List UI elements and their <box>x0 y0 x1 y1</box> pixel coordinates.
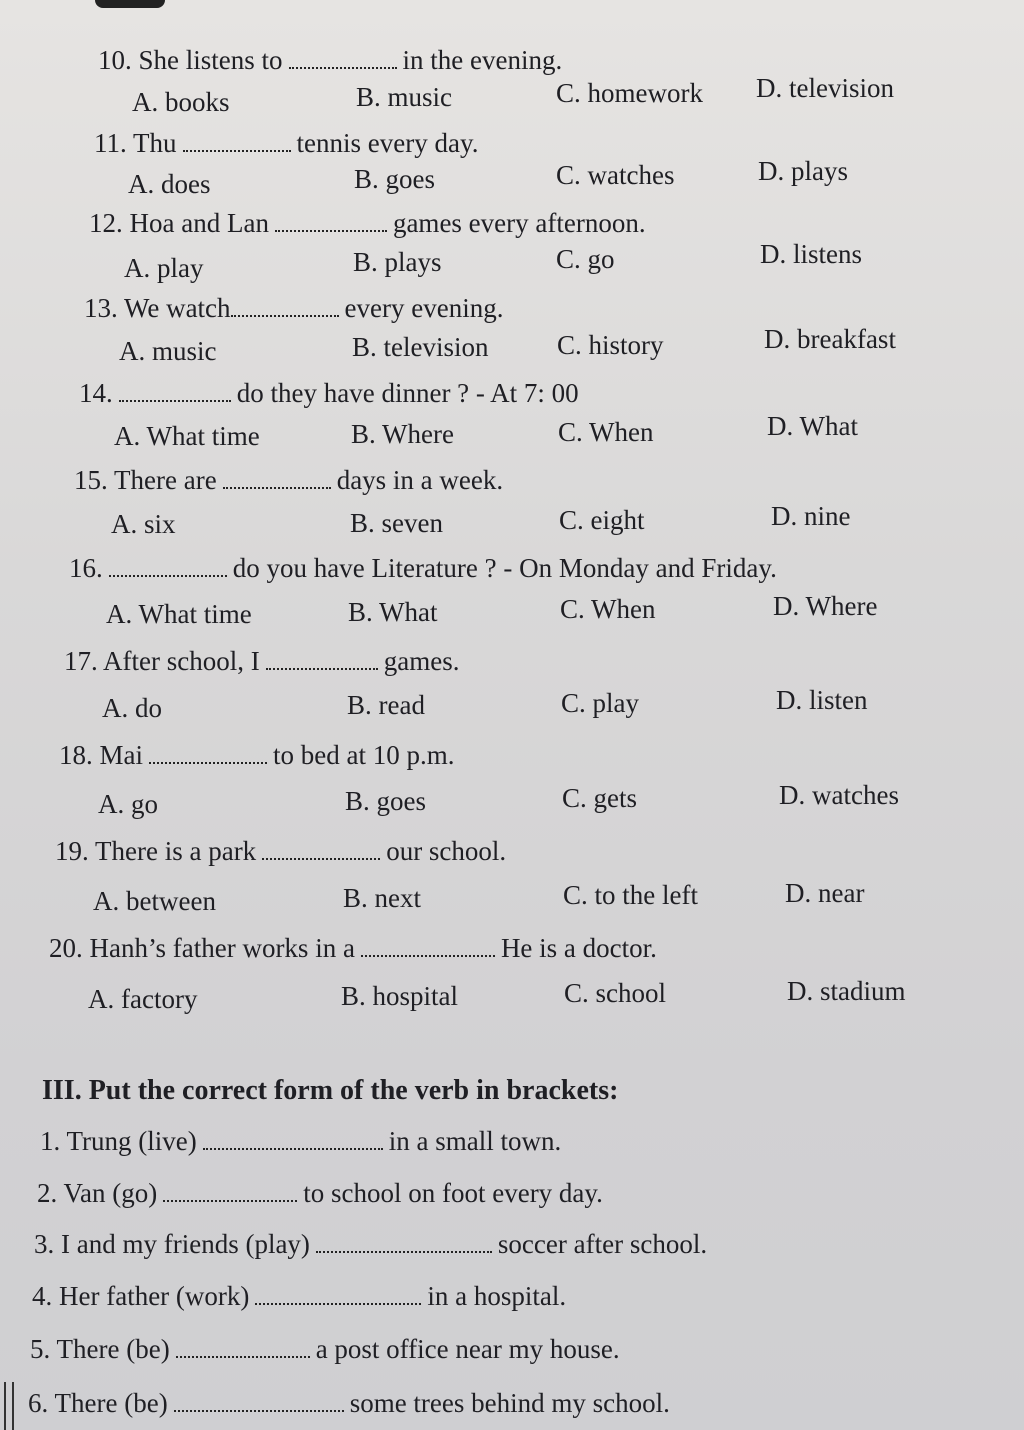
question-14 <box>79 377 579 409</box>
option-b[interactable]: B. read <box>347 690 425 720</box>
question-text-before: There is a park <box>95 836 257 866</box>
option-c[interactable]: C. play <box>561 688 639 718</box>
exercise-item-5 <box>30 1333 620 1365</box>
answer-blank[interactable] <box>289 61 397 69</box>
question-text-after: in the evening. <box>402 45 563 75</box>
option-c[interactable]: C. go <box>556 244 615 274</box>
question-number: 20. <box>49 933 83 963</box>
option-a[interactable]: A. books <box>132 87 230 117</box>
answer-blank[interactable] <box>316 1245 492 1253</box>
option-c[interactable]: C. When <box>558 417 654 447</box>
answer-blank[interactable] <box>183 144 291 152</box>
option-c[interactable]: C. history <box>557 330 664 360</box>
option-b[interactable]: B. music <box>356 82 453 112</box>
option-a[interactable]: A. between <box>93 886 216 916</box>
option-b[interactable]: B. goes <box>345 786 426 816</box>
question-text-after: tennis every day. <box>296 128 479 158</box>
question-number: 12. <box>89 208 123 238</box>
question-number: 11. <box>94 128 127 158</box>
question-20 <box>49 932 657 964</box>
exercise-rest: some trees behind my school. <box>349 1388 670 1418</box>
question-text-after: to bed at 10 p.m. <box>273 740 455 770</box>
option-b[interactable]: B. plays <box>353 247 442 277</box>
option-b[interactable]: B. seven <box>350 508 443 538</box>
option-b[interactable]: B. next <box>343 883 421 913</box>
question-12 <box>89 207 646 239</box>
question-19 <box>55 835 506 867</box>
question-11 <box>94 127 478 159</box>
option-a[interactable]: A. six <box>111 509 176 539</box>
option-d[interactable]: D. What <box>767 411 858 441</box>
answer-blank[interactable] <box>119 394 231 402</box>
question-10 <box>98 44 562 76</box>
exercise-rest: soccer after school. <box>497 1229 708 1259</box>
option-a[interactable]: A. What time <box>106 599 252 629</box>
section-3-title: III. Put the correct form of the verb in brackets: <box>42 1075 619 1106</box>
option-b[interactable]: B. hospital <box>341 981 459 1011</box>
question-number: 10. <box>98 45 132 75</box>
question-15 <box>74 464 503 496</box>
question-text-after: games every afternoon. <box>392 208 646 238</box>
answer-blank[interactable] <box>203 1142 383 1150</box>
question-number: 18. <box>59 740 93 770</box>
option-c[interactable]: C. to the left <box>563 880 698 910</box>
answer-blank[interactable] <box>109 569 227 577</box>
question-text-before: Hoa and Lan <box>129 208 269 238</box>
question-text-before: Thu <box>133 128 177 158</box>
option-c[interactable]: C. eight <box>559 505 645 535</box>
exercise-item-1 <box>40 1125 561 1157</box>
option-a[interactable]: A. does <box>128 169 211 199</box>
option-a[interactable]: A. factory <box>88 984 198 1014</box>
margin-bar <box>4 1382 14 1430</box>
option-c[interactable]: C. school <box>564 978 667 1008</box>
answer-blank[interactable] <box>231 309 339 317</box>
question-number: 17. <box>64 646 98 676</box>
option-d[interactable]: D. nine <box>771 501 851 531</box>
question-text-before: After school, I <box>103 646 260 676</box>
question-text-after: days in a week. <box>336 465 504 495</box>
option-a[interactable]: A. do <box>102 693 162 723</box>
question-text-after: our school. <box>386 836 507 866</box>
exercise-prompt: 3. I and my friends (play) <box>34 1229 310 1259</box>
question-text-after: games. <box>383 646 460 676</box>
question-text-before: She listens to <box>138 45 283 75</box>
option-d[interactable]: D. listens <box>760 239 863 269</box>
option-a[interactable]: A. music <box>119 336 217 366</box>
question-number: 19. <box>55 836 89 866</box>
answer-blank[interactable] <box>262 852 380 860</box>
question-number: 14. <box>79 378 113 408</box>
exercise-rest: in a small town. <box>388 1126 562 1156</box>
option-b[interactable]: B. television <box>352 332 489 362</box>
question-text-before: There are <box>114 465 217 495</box>
option-b[interactable]: B. Where <box>351 419 454 449</box>
question-text-after: every evening. <box>344 293 504 323</box>
question-13 <box>84 292 503 324</box>
option-b[interactable]: B. goes <box>354 164 435 194</box>
option-d[interactable]: D. Where <box>773 591 878 621</box>
question-number: 15. <box>74 465 108 495</box>
exercise-prompt: 6. There (be) <box>28 1388 168 1418</box>
exercise-rest: in a hospital. <box>427 1281 567 1311</box>
option-c[interactable]: C. watches <box>556 160 675 190</box>
exercise-prompt: 5. There (be) <box>30 1334 170 1364</box>
option-d[interactable]: D. plays <box>758 156 848 186</box>
option-d[interactable]: D. listen <box>776 685 868 715</box>
option-c[interactable]: C. homework <box>556 78 703 108</box>
option-d[interactable]: D. breakfast <box>764 324 896 354</box>
exercise-prompt: 4. Her father (work) <box>32 1281 250 1311</box>
exercise-rest: a post office near my house. <box>315 1334 620 1364</box>
question-number: 16. <box>69 553 103 583</box>
answer-blank[interactable] <box>174 1404 344 1412</box>
option-c[interactable]: C. When <box>560 594 656 624</box>
option-a[interactable]: A. play <box>124 253 204 283</box>
answer-blank[interactable] <box>176 1350 310 1358</box>
option-d[interactable]: D. near <box>785 878 865 908</box>
option-b[interactable]: B. What <box>348 597 438 627</box>
question-text-before: Mai <box>99 740 143 770</box>
exercise-item-3 <box>34 1228 707 1260</box>
question-text-after: do you have Literature ? - On Monday and Friday. <box>232 553 777 583</box>
question-text-before: Hanh’s father works in a <box>89 933 355 963</box>
page-top-mark <box>95 0 165 8</box>
answer-blank[interactable] <box>266 662 378 670</box>
option-d[interactable]: D. watches <box>779 780 899 810</box>
exercise-item-6 <box>28 1387 670 1419</box>
answer-blank[interactable] <box>149 756 267 764</box>
question-16 <box>69 552 777 584</box>
exercise-prompt: 2. Van (go) <box>37 1178 158 1208</box>
option-a[interactable]: A. go <box>98 789 158 819</box>
option-c[interactable]: C. gets <box>562 783 638 813</box>
option-a[interactable]: A. What time <box>114 421 260 451</box>
option-d[interactable]: D. television <box>756 73 894 103</box>
question-number: 13. <box>84 293 118 323</box>
answer-blank[interactable] <box>255 1297 421 1305</box>
question-text-before: We watch <box>124 293 231 323</box>
answer-blank[interactable] <box>223 481 331 489</box>
question-18 <box>59 739 454 771</box>
option-d[interactable]: D. stadium <box>787 976 906 1006</box>
exercise-rest: to school on foot every day. <box>303 1178 603 1208</box>
question-17 <box>64 645 459 677</box>
exercise-item-4 <box>32 1280 566 1312</box>
exercise-prompt: 1. Trung (live) <box>40 1126 197 1156</box>
answer-blank[interactable] <box>275 224 387 232</box>
exercise-item-2 <box>37 1177 603 1209</box>
question-text-after: do they have dinner ? - At 7: 00 <box>236 378 579 408</box>
answer-blank[interactable] <box>163 1194 297 1202</box>
question-text-after: He is a doctor. <box>500 933 657 963</box>
answer-blank[interactable] <box>361 949 495 957</box>
